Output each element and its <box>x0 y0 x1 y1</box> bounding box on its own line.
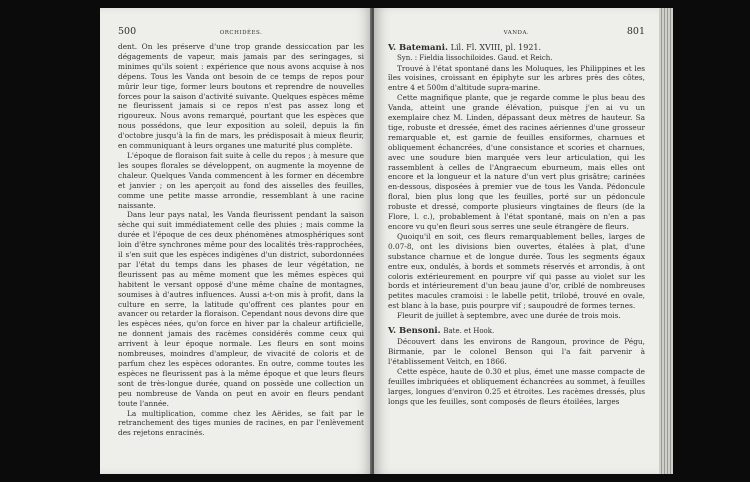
left-page-text <box>118 42 364 438</box>
species-heading <box>388 326 645 337</box>
paragraph: L'époque de floraison fait suite à celle du repos ; à mesure que les soupes florales se développent, on augmente la moyenne de chaleur. Quelques Vanda commencent à les former en décembre et janvier ; on les aperçoit au fond des aisselles des feuilles, comme une petite masse arrondie, ressemblant à une racine naissante. <box>118 150 364 210</box>
paragraph: Cette magnifique plante, que je regarde comme le plus beau des Vanda, atteint une grande élévation, puisque j'en ai vu un exemplaire chez M. Linden, dépassant deux mètres de hauteur. Sa tige, robuste et dressée, émet des racines aériennes d'une grosseur remarquable et, est garnie de feuilles ensiformes, charnues et obliquement échancrées, d'une consistance et scories et charnues, avec une soudure bien marquée vers leur articulation, qui les rassemblent à celles de l'Angraecum eburneum, mais elles ont encore et la longueur et la nature d'un vert plus grisâtre; carinées en-dessous, disposées à premier vue de tous les Vanda. Pédoncule floral, bien plus long que les feuilles, porté sur un pédoncule robuste et dressé, comporte plusieurs vingtaines de fleurs (de la Flore, l. c.), probablement à l'état spontané, mais on n'en a pas encore vu qu'en fleuri sous serres une seule étrangère de fleurs. <box>388 93 645 231</box>
paragraph: Dans leur pays natal, les Vanda fleurissent pendant la saison sèche qui suit immédiatement celle des pluies ; mais comme la durée et l'époque de ces deux phénomènes atmosphériques sont loin d'être synchrones même pour des localités très-rapprochées, il s'en suit que les espèces indigènes d'un district, subordonnées par l'état du temps dans les phases de leur végétation, ne fleurissent pas au même moment que les mêmes espèces qui habitent le versant opposé d'une même chaîne de montagnes, soumises à d'autres influences. Aussi a-t-on mis à profit, dans la culture en serre, la latitude qu'offrent ces plantes pour en avancer ou retarder la floraison. Cependant nous devons dire que les espèces nées, qu'on force en hiver par la chaleur artificielle, ne donnent jamais des racèmes considérés comme ceux qui arrivent à leur époque normale. Les fleurs en sont moins nombreuses, moindres d'ampleur, de vivacité de coloris et de parfum chez les espèces odorantes. En outre, comme toutes les espèces ne fleurissent pas à la même époque et que leurs fleurs sont de très-longue durée, quand on possède une collection un peu nombreuse de Vanda on peut en avoir en fleurs pendant toute l'année. <box>118 210 364 408</box>
paragraph: Découvert dans les environs de Rangoun, province de Pégu, Birmanie, par le colonel Benson qui l'a fait parvenir à l'établissement Veitch, en 1866. <box>388 337 645 366</box>
paragraph: Quoiqu'il en soit, ces fleurs remarquablement belles, larges de 0.07-8, ont les divisions bien ouvertes, étalées à plat, d'une substance charnue et de longue durée. Tous les segments égaux entre eux, ondulés, à bords et sommets réservés et arrondis, à ont coloris extérieurement en pourpre vif qui passe au violet sur les bords et intérieurement d'un beau jaune d'or, criblé de nombreuses petites macules cramoisi : le labelle petit, trilobé, trouvé en ovale, est blanc à la base, puis pourpre vif ; saupoudré de formes ternes. <box>388 231 645 311</box>
paragraph: Trouvé à l'état spontané dans les Moluques, les Philippines et les îles voisines, croissant en épiphyte sur les arbres près des côtes, entre 4 et 500m d'altitude supra-marine. <box>388 63 645 93</box>
paragraph: Cette espèce, haute de 0.30 et plus, émet une masse compacte de feuilles imbriquées et obliquement échancrées au sommet, à feuilles larges, longues d'environ 0.25 et étroites. Les racèmes dressés, plus longs que les feuilles, sont composés de fleurs étoilées, larges <box>388 366 645 406</box>
page-edges <box>659 8 673 474</box>
right-page-header <box>388 26 645 37</box>
running-head: VANDA. <box>503 30 530 36</box>
left-page <box>100 8 372 474</box>
paragraph: La multiplication, comme chez les Aërides, se fait par le retranchement des tiges munies de racines, en par l'enlèvement des rejetons enracinés. <box>118 408 364 438</box>
species-name: V. Batemani. <box>388 43 448 53</box>
page-number: 801 <box>626 26 645 37</box>
running-head: ORCHIDÉES. <box>219 30 263 36</box>
right-page <box>374 8 659 474</box>
paragraph: dent. On les préserve d'une trop grande dessiccation par les dégagements de vapeur, mais jamais par des seringages, si minimes qu'ils soient : expérience que nous avons acquise à nos dépens. Tous les Vanda ont besoin de ce temps de repos pour mûrir leur tige, former leurs boutons et reprendre de nouvelles forces pour la saison d'activité suivante. Quelques espèces même ne fleurissent jamais si ce repos n'est pas assez long et rigoureux. Nous avons remarqué, pourtant que les espèces que nous possédons, que leur exposition au soleil, depuis la fin d'octobre jusqu'à la fin de mars, les prédisposait à mieux fleurir, en communiquant à leurs organes une maturité plus complète. <box>118 42 364 151</box>
left-page-header <box>118 26 364 37</box>
species-reference: Lil. Fl. XVIII, pl. 1921. <box>450 43 542 52</box>
paragraph: Fleurit de juillet à septembre, avec une durée de trois mois. <box>397 311 621 321</box>
species-authority: Bate. et Hook. <box>443 327 495 336</box>
right-page-text <box>388 42 645 406</box>
species-synonym: Syn. : Fieldia lissochiloides. Gaud. et Reich. <box>397 54 553 62</box>
species-name: V. Bensoni. <box>388 326 441 337</box>
page-number: 500 <box>118 26 137 37</box>
species-heading <box>388 42 645 54</box>
